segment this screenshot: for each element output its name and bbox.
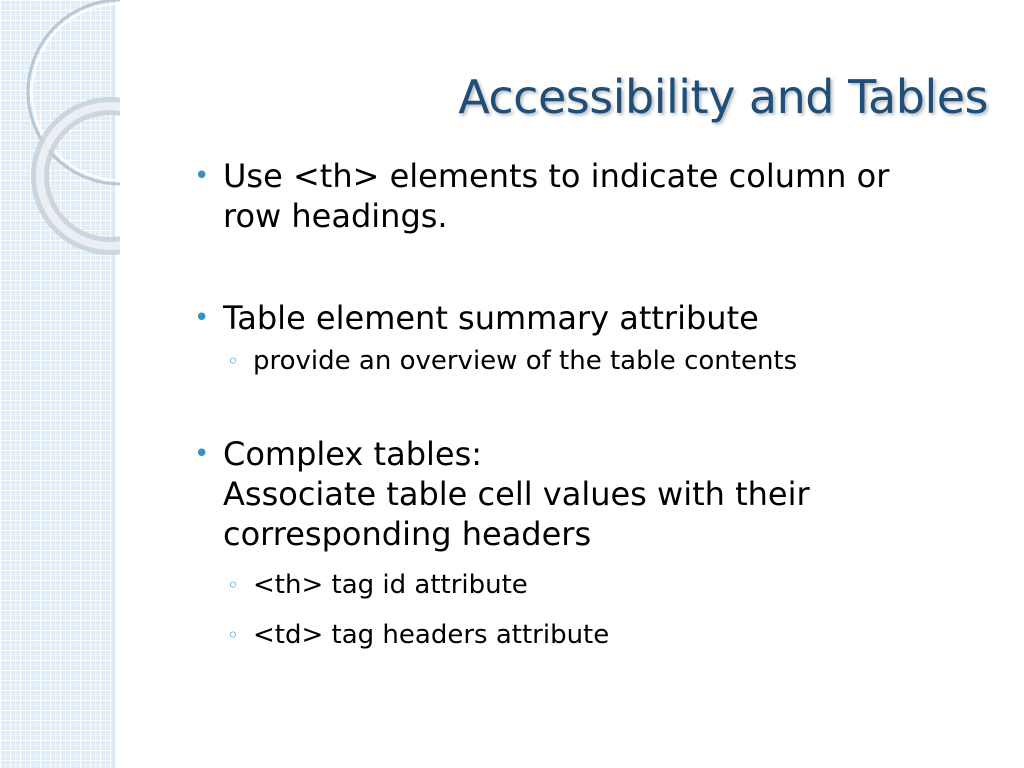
- sub-bullet-item: [190, 618, 1000, 652]
- sub-bullet-ring-icon: ◦: [227, 349, 239, 373]
- bullet-dot-icon: •: [194, 439, 210, 469]
- slide-title: Accessibility and Tables: [458, 70, 988, 124]
- sub-bullet-item: [190, 344, 1000, 378]
- bullet-text-line: Table element summary attribute: [223, 299, 759, 337]
- decorative-rings-graphic: [0, 0, 120, 260]
- bullet-list: [190, 156, 1000, 652]
- bullet-text-line: row headings.: [223, 197, 448, 235]
- sub-bullet-ring-icon: ◦: [227, 623, 239, 647]
- bullet-item-summary-attribute: [190, 298, 1000, 338]
- bullet-text-line: Associate table cell values with their: [223, 475, 810, 513]
- bullet-text-line: Complex tables:: [223, 435, 483, 473]
- sub-bullet-ring-icon: ◦: [227, 573, 239, 597]
- bullet-item-complex-tables: [190, 434, 1000, 554]
- bullet-text-line: corresponding headers: [223, 515, 592, 553]
- bullet-dot-icon: •: [194, 303, 210, 333]
- bullet-dot-icon: •: [194, 161, 210, 191]
- bullet-item-th-elements: [190, 156, 1000, 236]
- bullet-text-line: Use <th> elements to indicate column or: [223, 157, 890, 195]
- sub-bullet-item: [190, 568, 1000, 602]
- sub-bullet-text: provide an overview of the table contents: [253, 346, 798, 376]
- sub-bullet-text: <th> tag id attribute: [253, 570, 528, 600]
- sub-bullet-text: <td> tag headers attribute: [253, 620, 610, 650]
